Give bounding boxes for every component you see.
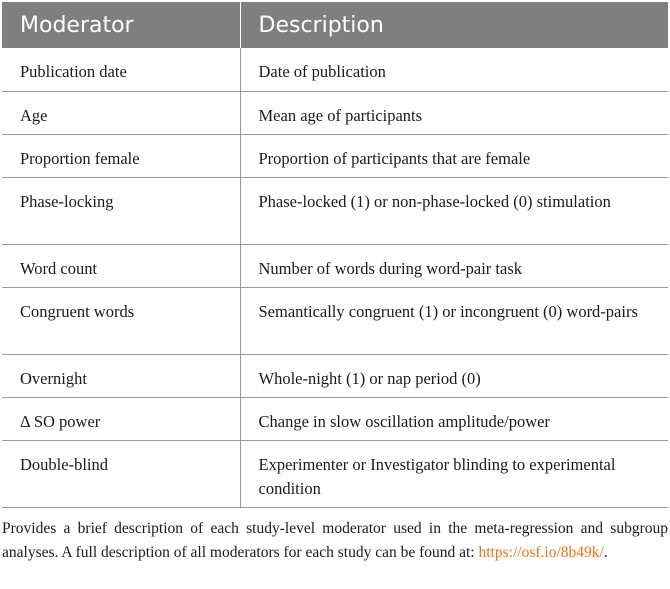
moderator-cell: Δ SO power [2,397,240,440]
table-row [2,244,668,287]
moderator-cell: Age [2,91,240,134]
table-row [2,177,668,244]
description-cell: Proportion of participants that are female [240,134,668,177]
moderator-cell: Word count [2,244,240,287]
description-cell: Mean age of participants [240,91,668,134]
caption-trailing: . [603,544,608,561]
table-row [2,440,668,507]
table-header [2,2,668,48]
description-cell: Semantically congruent (1) or incongruent (0) word-pairs [240,287,668,354]
column-header-moderator: Moderator [2,2,240,48]
moderator-cell: Double-blind [2,440,240,507]
moderator-cell: Proportion female [2,134,240,177]
caption-text: Provides a brief description of each study-level moderator used in the meta-regression and subgroup analyses. A full description of all moderators for each study can be found at: [2,520,668,561]
table-row [2,134,668,177]
table-row [2,354,668,397]
description-cell: Change in slow oscillation amplitude/power [240,397,668,440]
table-caption [2,517,668,565]
moderator-table-container [2,2,668,508]
moderator-cell: Publication date [2,48,240,91]
table-row [2,48,668,91]
moderator-cell: Overnight [2,354,240,397]
table-body [2,48,668,507]
description-cell: Experimenter or Investigator blinding to experimental condition [240,440,668,507]
moderator-cell: Congruent words [2,287,240,354]
table-row [2,397,668,440]
column-header-description: Description [240,2,668,48]
moderator-table [2,2,668,508]
osf-link[interactable]: https://osf.io/8b49k/ [478,544,604,561]
table-row [2,287,668,354]
description-cell: Date of publication [240,48,668,91]
moderator-cell: Phase-locking [2,177,240,244]
description-cell: Number of words during word-pair task [240,244,668,287]
description-cell: Phase-locked (1) or non-phase-locked (0) stimulation [240,177,668,244]
table-row [2,91,668,134]
description-cell: Whole-night (1) or nap period (0) [240,354,668,397]
